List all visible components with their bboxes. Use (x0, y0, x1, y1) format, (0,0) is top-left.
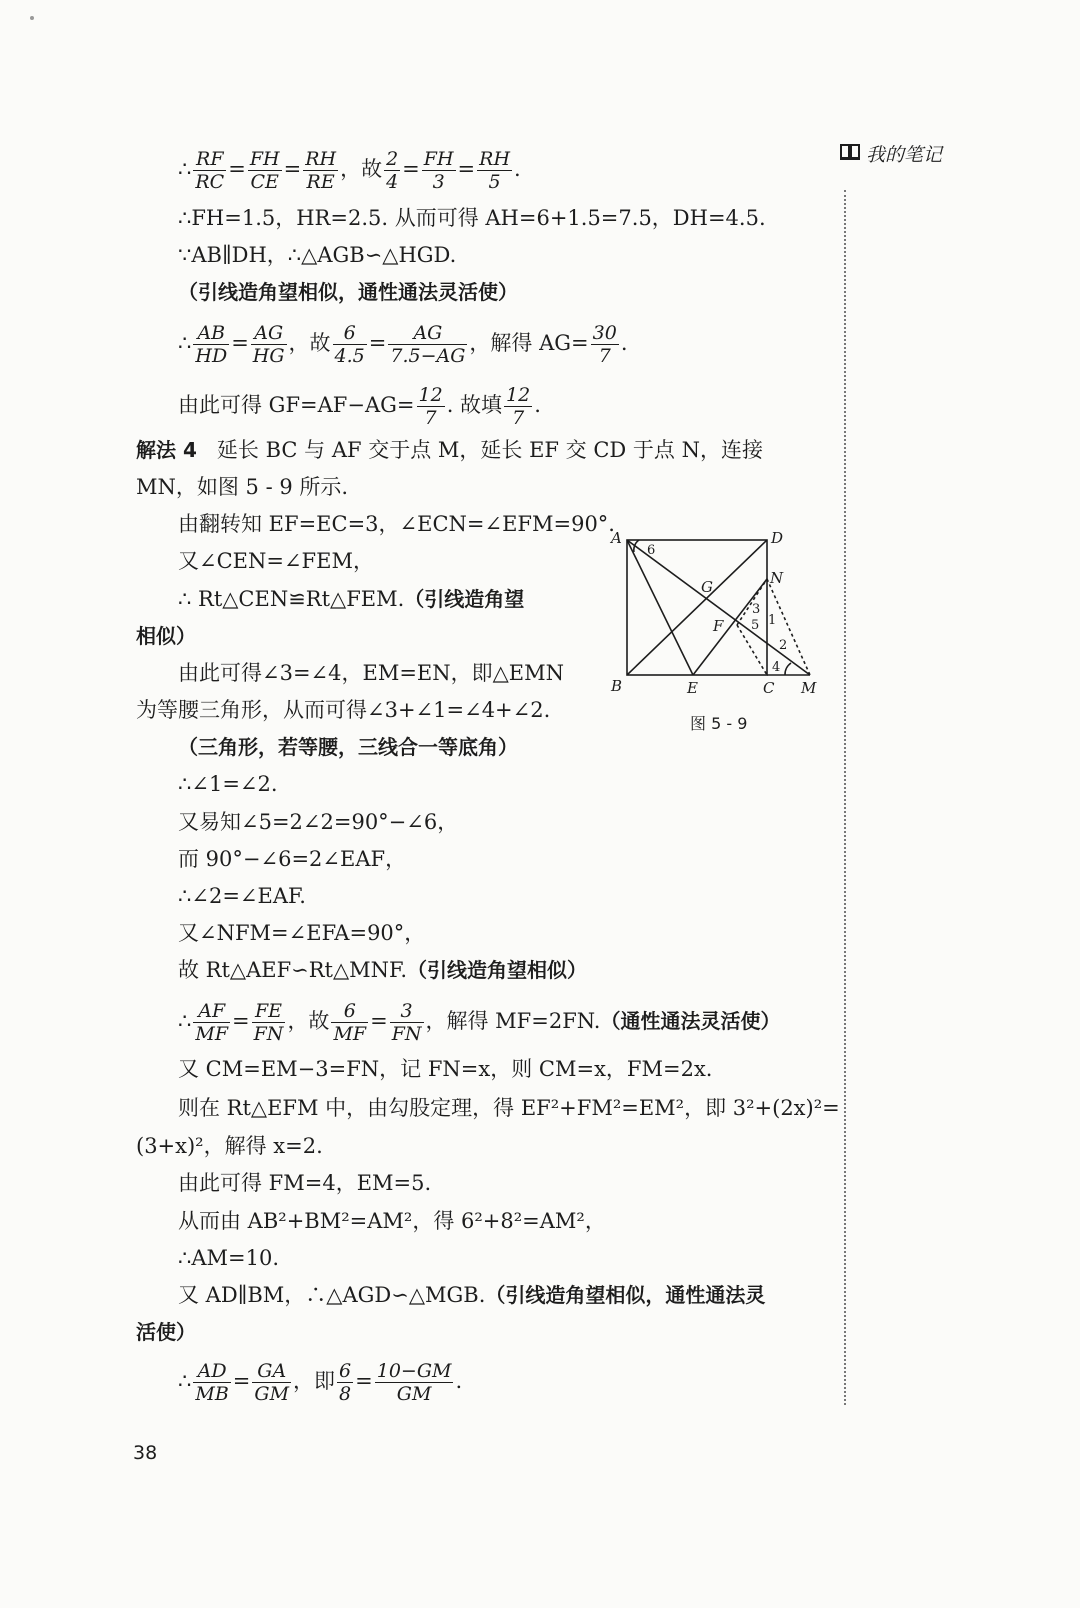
label-g: G (701, 578, 713, 596)
angle-label-2: 2 (779, 638, 788, 653)
label-a: A (611, 529, 622, 547)
text-line-21: 故 Rt△AEF∽Rt△MNF.（引线造角望相似） (178, 958, 587, 982)
equation-line-6: 由此可得 GF=AF−AG= $\frac{12}{7}$ . 故填 $\frac{12}{7}$ . (178, 384, 541, 429)
text-line-28: ∴AM=10. (178, 1246, 280, 1270)
text-line-27: 从而由 AB²+BM²=AM²，得 6²+8²=AM²， (178, 1209, 606, 1233)
text-line-16: ∴∠1=∠2. (178, 772, 278, 796)
text-line-18: 而 90°−∠6=2∠EAF， (178, 847, 407, 871)
text-line-20: 又∠NFM=∠EFA=90°， (178, 921, 426, 945)
segment-ae (627, 540, 693, 675)
text-line-25: (3+x)²，解得 x=2. (136, 1134, 323, 1158)
angle-label-5: 5 (751, 618, 760, 633)
figure-caption: 图 5 - 9 (690, 714, 748, 733)
text-line-19: ∴∠2=∠EAF. (178, 884, 306, 908)
notes-divider (844, 190, 846, 1405)
page-number: 38 (133, 1442, 158, 1464)
method-note-2: （三角形，若等腰，三线合一等底角） (178, 735, 518, 759)
book-icon (840, 144, 860, 160)
equation-line-31: ∴ $\frac{AD}{MB}$ = $\frac{GA}{GM}$ ，即 $\frac{6}{8}$ = $\frac{10-GM}{GM}$ . (178, 1360, 463, 1405)
equation-line-5: ∴ $\frac{AB}{HD}$ = $\frac{AG}{HG}$ ，故 $\frac{6}{4.5}$ = $\frac{AG}{7.5-AG}$ ，解得 AG= $\frac{30}{7}$ . (178, 322, 628, 367)
angle-label-4: 4 (772, 660, 781, 675)
label-e: E (687, 679, 698, 697)
notes-title: 我的笔记 (866, 144, 943, 166)
equation-line-1: ∴ $\frac{RF}{RC}$ = $\frac{FH}{CE}$ = $\frac{RH}{RE}$ ，故 $\frac{2}{4}$ = $\frac{FH}{3}$ = $\frac{RH}{5}$ . (178, 148, 521, 193)
angle-label-1: 1 (768, 613, 777, 628)
method-note-1: （引线造角望相似，通性通法灵活使） (178, 280, 518, 304)
angle-label-6: 6 (647, 543, 656, 558)
text-line-17: 又易知∠5=2∠2=90°−∠6， (178, 810, 459, 834)
text-line-9: 由翻转知 EF=EC=3，∠ECN=∠EFM=90°. (178, 512, 615, 536)
segment-am (627, 540, 810, 675)
label-n: N (770, 569, 784, 587)
label-d: D (771, 529, 784, 547)
label-c: C (763, 679, 775, 697)
equation-line-22: ∴ $\frac{AF}{MF}$ = $\frac{FE}{FN}$ ，故 $\frac{6}{MF}$ = $\frac{3}{FN}$ ，解得 MF=2FN.（通性通法灵活使） (178, 1000, 781, 1045)
text-line-23: 又 CM=EM−3=FN，记 FN=x，则 CM=x，FM=2x. (178, 1057, 713, 1081)
label-m: M (801, 679, 817, 697)
text-line-14: 为等腰三角形，从而可得∠3+∠1=∠4+∠2. (136, 698, 551, 722)
geometry-figure (605, 525, 830, 705)
label-f: F (713, 617, 724, 635)
label-b: B (611, 677, 623, 695)
angle-4-arc (785, 663, 791, 675)
solution-4-line: 解法 4 延长 BC 与 AF 交于点 M，延长 EF 交 CD 于点 N，连接 (136, 438, 763, 462)
text-line-29: 又 AD∥BM，∴△AGD∽△MGB.（引线造角望相似，通性通法灵 (178, 1283, 766, 1307)
scan-speck (30, 16, 34, 20)
text-line-12: 相似） (136, 624, 196, 648)
text-line-24: 则在 Rt△EFM 中，由勾股定理，得 EF²+FM²=EM²，即 3²+(2x)²= (178, 1096, 840, 1120)
text-line-30: 活使） (136, 1320, 196, 1344)
text-line-2: ∴FH=1.5，HR=2.5. 从而可得 AH=6+1.5=7.5，DH=4.5. (178, 206, 766, 230)
text-line-8: MN，如图 5 - 9 所示. (136, 475, 349, 499)
text-line-3: ∵AB∥DH，∴△AGB∽△HGD. (178, 243, 457, 267)
text-line-26: 由此可得 FM=4，EM=5. (178, 1171, 432, 1195)
text-line-10: 又∠CEN=∠FEM， (178, 549, 374, 573)
text-line-13: 由此可得∠3=∠4，EM=EN，即△EMN (178, 661, 564, 685)
text-line-11: ∴ Rt△CEN≌Rt△FEM.（引线造角望 (178, 587, 525, 611)
angle-label-3: 3 (752, 602, 761, 617)
